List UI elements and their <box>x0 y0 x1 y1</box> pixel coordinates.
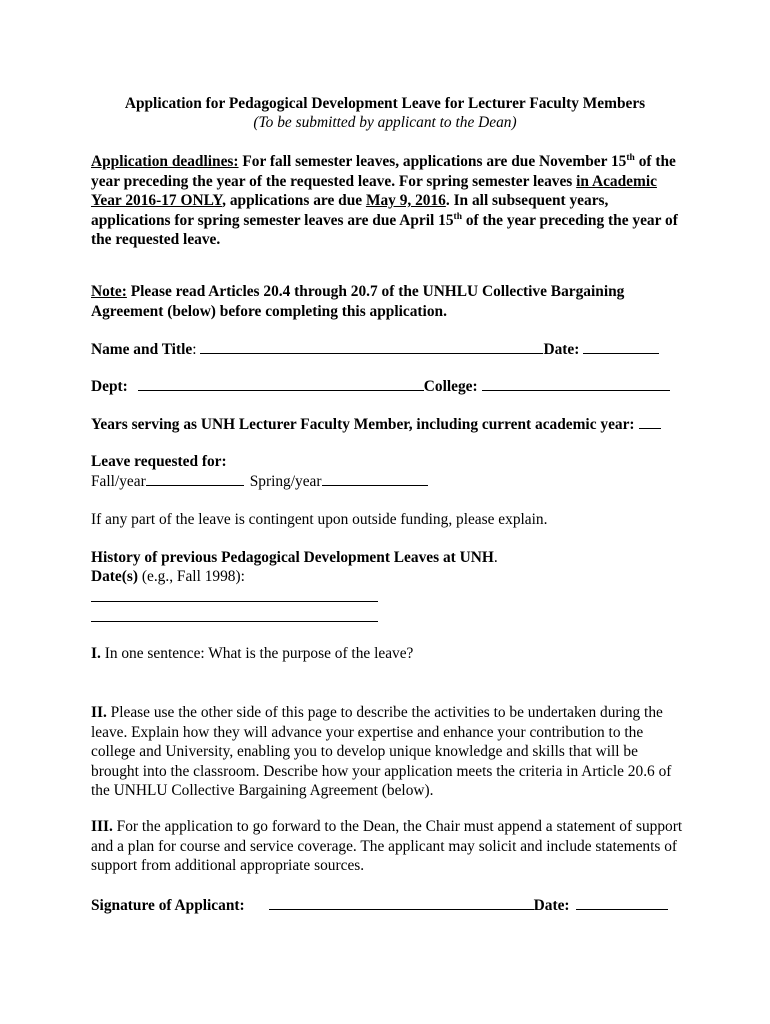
deadlines-paragraph <box>91 152 683 250</box>
form-title: Application for Pedagogical Development Leave for Lecturer Faculty Members <box>124 95 646 112</box>
leave-row <box>91 471 683 492</box>
signature-date-field[interactable] <box>576 895 668 910</box>
deadlines-text-2: of the year preceding the year of the requested leave. For spring semester leaves <box>91 153 676 190</box>
spring-label: Spring/year <box>249 473 322 490</box>
years-field[interactable] <box>639 414 661 429</box>
years-row <box>91 414 683 435</box>
question-2 <box>91 703 683 801</box>
dates-example: (e.g., Fall 1998): <box>138 568 245 585</box>
signature-label: Signature of Applicant: <box>91 897 245 914</box>
note-label: Note: <box>91 283 127 300</box>
question-3-number: III. <box>91 818 113 835</box>
history-date-field-1[interactable] <box>91 601 378 602</box>
dept-college-row <box>91 376 683 397</box>
dates-label: Date(s) <box>91 568 139 585</box>
deadlines-text-4: . In all subsequent years, applications for spring semester leaves are due April 15 <box>91 192 609 229</box>
history-heading: History of previous Pedagogical Development Leaves at UNH <box>91 549 494 566</box>
signature-field[interactable] <box>269 895 534 910</box>
name-title-colon: : <box>192 341 197 358</box>
deadlines-sup-1: th <box>626 153 635 163</box>
dept-field[interactable] <box>138 376 424 391</box>
history-period: . <box>493 549 498 566</box>
fall-year-field[interactable] <box>146 471 244 486</box>
question-2-number: II. <box>91 704 107 721</box>
history-heading-line <box>91 548 683 568</box>
deadlines-text-3: , applications are due <box>222 192 366 209</box>
signature-date-label: Date: <box>533 897 570 914</box>
deadlines-date: May 9, 2016 <box>365 192 446 209</box>
deadlines-text-5: of the year preceding the year of the requested leave. <box>91 211 678 248</box>
note-text: Please read Articles 20.4 through 20.7 of the UNHLU Collective Bargaining Agreement (below) before completing this application. <box>91 283 625 320</box>
college-label: College: <box>423 378 478 395</box>
history-date-field-2[interactable] <box>91 621 378 622</box>
fall-label: Fall/year <box>91 473 146 490</box>
date-label: Date: <box>543 341 580 358</box>
deadlines-academic-year: in Academic Year 2016-17 ONLY <box>91 172 657 209</box>
question-3 <box>91 817 683 876</box>
college-field[interactable] <box>482 376 670 391</box>
name-title-label: Name and Title <box>91 341 193 358</box>
signature-row <box>91 895 683 916</box>
deadlines-text-1: For fall semester leaves, applications are due November 15 <box>238 153 627 170</box>
form-subtitle: (To be submitted by applicant to the Dean) <box>253 114 517 131</box>
dept-label: Dept: <box>91 378 128 395</box>
question-1 <box>91 644 683 664</box>
deadlines-sup-2: th <box>453 211 462 222</box>
date-field[interactable] <box>583 339 659 354</box>
years-label: Years serving as UNH Lecturer Faculty Member, including current academic year: <box>91 416 635 433</box>
funding-text: If any part of the leave is contingent upon outside funding, please explain. <box>91 511 548 528</box>
note-paragraph <box>91 282 683 321</box>
name-title-field[interactable] <box>200 339 543 354</box>
question-1-text: In one sentence: What is the purpose of the leave? <box>100 645 414 662</box>
question-3-text: For the application to go forward to the Dean, the Chair must append a statement of support and a plan for course and service coverage. The applicant may solicit and include statements of support from additional appropriate sources. <box>91 818 683 874</box>
name-title-row <box>91 339 683 360</box>
history-dates-line <box>91 567 683 587</box>
deadlines-label: Application deadlines: <box>91 153 239 170</box>
leave-heading: Leave requested for: <box>91 453 227 470</box>
question-2-text: Please use the other side of this page to describe the activities to be undertaken during the leave. Explain how they will advance your expertise and enhance your contribution to the college and University, enabling you to develop unique knowledge and skills that will be brought into the classroom. Describe how your application meets the criteria in Article 20.6 of the UNHLU Collective Bargaining Agreement (below). <box>91 704 672 799</box>
question-1-number: I. <box>91 645 101 662</box>
spring-year-field[interactable] <box>322 471 428 486</box>
